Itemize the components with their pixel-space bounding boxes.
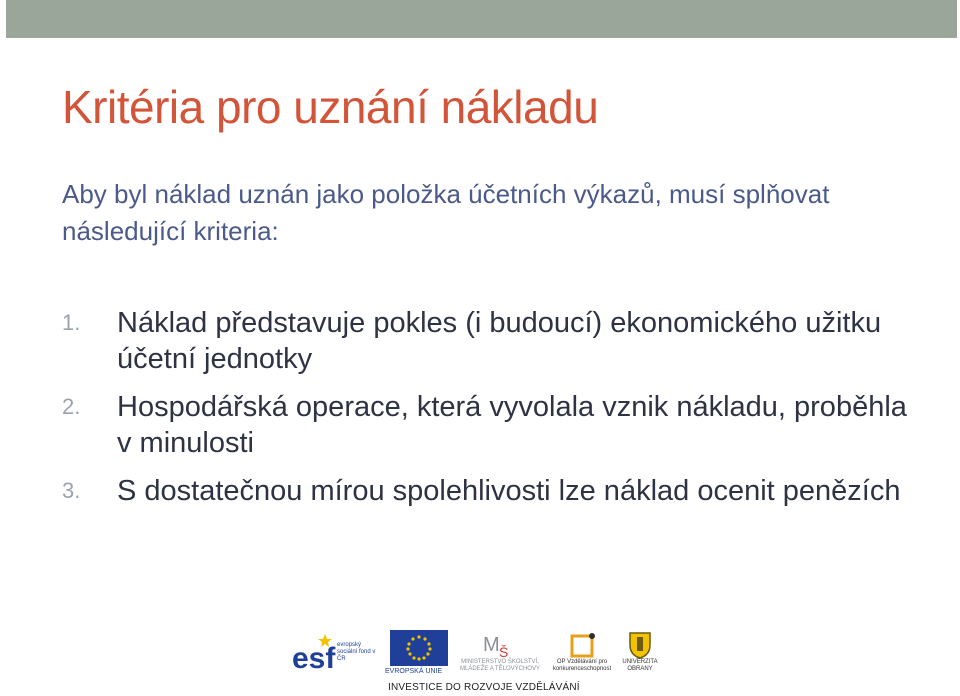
eu-label: EVROPSKÁ UNIE bbox=[385, 668, 443, 675]
uo-logo bbox=[620, 628, 660, 676]
esf-mark-icon bbox=[291, 630, 337, 674]
criteria-list bbox=[62, 305, 922, 521]
esf-logo bbox=[290, 628, 382, 676]
esf-label: evropský sociální fond v ČR bbox=[337, 641, 376, 662]
item-number: 2. bbox=[62, 394, 81, 419]
eu-flag-icon bbox=[390, 630, 448, 666]
svg-text:Š: Š bbox=[499, 644, 509, 659]
item-text: Hospodářská operace, která vyvolala vznik nákladu, proběhla v minulosti bbox=[117, 391, 907, 459]
msmt-label: MINISTERSTVO ŠKOLSTVÍ, MLÁDEŽE A TĚLOVÝCHOVY bbox=[460, 659, 540, 672]
footer-logos bbox=[290, 628, 660, 694]
uo-label: UNIVERZITA OBRANY bbox=[622, 659, 658, 672]
item-text: Náklad představuje pokles (i budoucí) ekonomického užitku účetní jednotky bbox=[117, 307, 882, 375]
top-bar bbox=[6, 0, 957, 38]
item-number: 1. bbox=[62, 310, 81, 335]
msmt-mark-icon bbox=[481, 631, 519, 659]
slide-title: Kritéria pro uznání nákladu bbox=[62, 81, 599, 133]
list-item bbox=[62, 473, 922, 509]
item-number: 3. bbox=[62, 478, 81, 503]
investment-text: INVESTICE DO ROZVOJE VZDĚLÁVÁNÍ bbox=[388, 682, 580, 693]
shield-icon bbox=[628, 631, 652, 659]
op-mark-icon bbox=[567, 631, 597, 659]
list-item bbox=[62, 305, 922, 377]
item-text: S dostatečnou mírou spolehlivosti lze náklad ocenit penězích bbox=[117, 475, 901, 507]
op-label: OP Vzdělávání pro konkurenceschopnost bbox=[552, 659, 612, 672]
msmt-logo bbox=[455, 628, 545, 676]
svg-text:esf: esf bbox=[292, 642, 336, 674]
op-logo bbox=[552, 628, 612, 676]
list-item bbox=[62, 389, 922, 461]
intro-text: Aby byl náklad uznán jako položka účetních výkazů, musí splňovat následující kriteria: bbox=[62, 179, 830, 246]
svg-text:M: M bbox=[483, 634, 500, 656]
